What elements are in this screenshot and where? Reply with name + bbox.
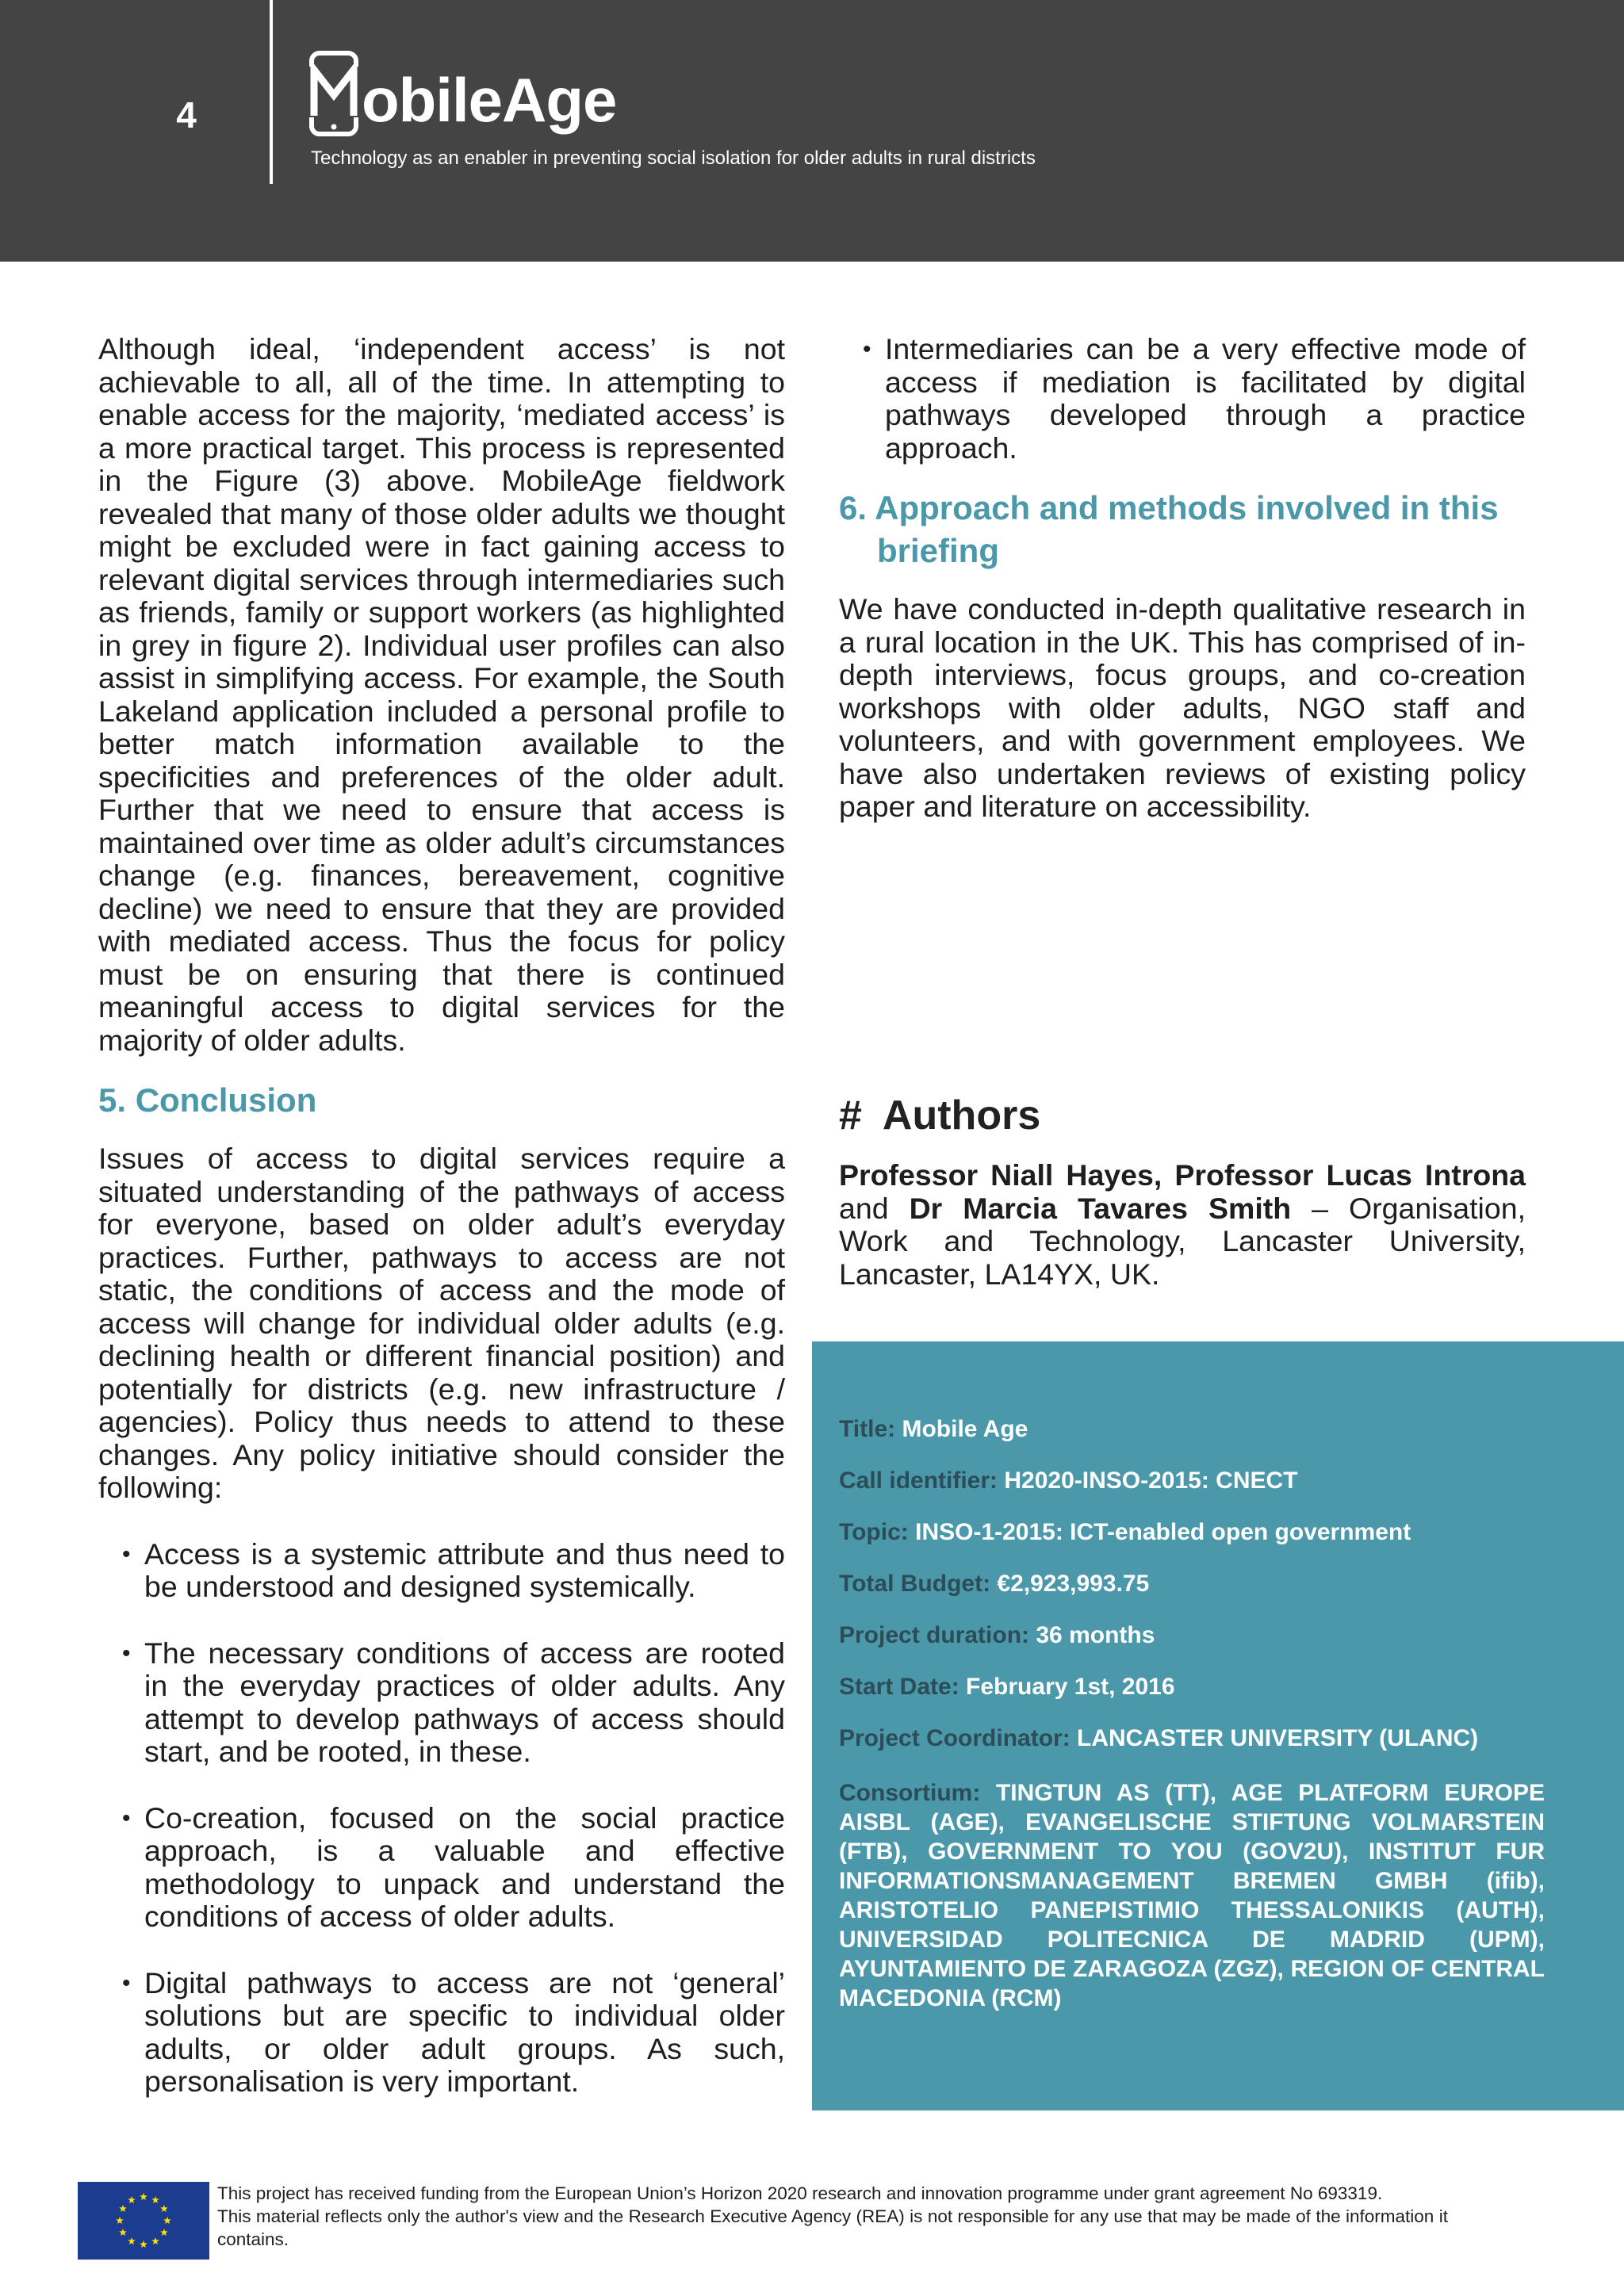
info-row [839, 1418, 1545, 1441]
funding-notice [217, 2182, 1448, 2251]
intro-paragraph: Although ideal, ‘independent access’ is not achievable to all, all of the time. In attempting to enable access for the majority, ‘mediated access’ is a more practical target. This process is represented in the Figure (3) above. MobileAge fieldwork revealed that many of those older adults we thought might be excluded were in fact gaining access to relevant digital services through intermediaries such as friends, family or support workers (as highlighted in grey in figure 2). Individual user profiles can also assist in simplifying access. For example, the South Lakeland application included a personal profile to better match information available to the specificities and preferences of the older adult. Further that we need to ensure that access is maintained over time as older adult’s circumstances change (e.g. finances, bereavement, cognitive decline) we need to ensure that they are provided with mediated access. Thus the focus for policy must be on ensuring that there is continued meaningful access to digital services for the majority of older adults. [98, 332, 785, 1057]
eu-star [140, 2241, 147, 2248]
eu-star [163, 2217, 171, 2224]
info-label: Call identifier: [839, 1468, 998, 1494]
eu-star [116, 2217, 124, 2224]
funding-line-1: This project has received funding from the European Union’s Horizon 2020 research and innovation programme under grant agreement No 693319. [217, 2183, 1383, 2203]
info-row [839, 1727, 1545, 1751]
conclusion-bullet-list [98, 1538, 785, 2099]
eu-star [160, 2229, 168, 2236]
author-name-secondary: Dr Marcia Tavares Smith [909, 1191, 1292, 1225]
approach-heading-line1: 6. Approach and methods involved in this [839, 489, 1499, 526]
page-number: 4 [176, 94, 197, 136]
right-column [839, 333, 1526, 1291]
mobileage-logo [309, 49, 616, 136]
eu-star [119, 2229, 127, 2236]
list-item: • The necessary conditions of access are rooted in the everyday practices of older adults. Any attempt to develop pathways of access should start, and be rooted, in these. [98, 1637, 785, 1769]
eu-star [119, 2205, 127, 2212]
eu-star [128, 2237, 136, 2244]
authors-affiliation: – Organisation, Work and Technology, Lancaster University, Lancaster, LA14YX, UK. [839, 1191, 1526, 1291]
info-value: H2020-INSO-2015: CNECT [1004, 1468, 1298, 1494]
header-divider [270, 0, 273, 184]
info-label: Project Coordinator: [839, 1725, 1071, 1751]
info-row [839, 1521, 1545, 1544]
approach-heading [839, 487, 1526, 572]
eu-star [140, 2193, 147, 2200]
info-row [839, 1572, 1545, 1596]
eu-star [151, 2237, 159, 2244]
consortium-row [839, 1778, 1545, 2013]
info-row [839, 1675, 1545, 1699]
left-column [98, 333, 785, 2132]
intermediaries-bullet-list [839, 333, 1526, 465]
info-value: INSO-1-2015: ICT-enabled open government [915, 1519, 1411, 1545]
project-info-box [812, 1341, 1624, 2110]
conclusion-heading: 5. Conclusion [98, 1081, 317, 1119]
info-value: February 1st, 2016 [966, 1674, 1175, 1700]
phone-m-icon [309, 51, 358, 136]
project-info-list [839, 1418, 1545, 2041]
list-item: • Digital pathways to access are not ‘general’ solutions but are specific to individual older adults, or older adult groups. As such, personalisation is very important. [98, 1967, 785, 2099]
authors-and: and [839, 1191, 889, 1225]
info-value: 36 months [1036, 1622, 1155, 1648]
info-value: €2,923,993.75 [997, 1571, 1150, 1597]
list-item: • Access is a systemic attribute and thus need to be understood and designed systemically. [98, 1538, 785, 1604]
page-header [0, 0, 1624, 262]
info-label: Start Date: [839, 1674, 959, 1700]
list-item: • Intermediaries can be a very effective mode of access if mediation is facilitated by digital pathways developed through a practice approach. [839, 333, 1526, 465]
info-value: LANCASTER UNIVERSITY (ULANC) [1077, 1725, 1479, 1751]
list-item: • Co-creation, focused on the social practice approach, is a valuable and effective methodology to unpack and understand the conditions of access of older adults. [98, 1802, 785, 1934]
authors-paragraph [839, 1159, 1526, 1291]
authors-heading-text: Authors [882, 1092, 1041, 1138]
header-tagline: Technology as an enabler in preventing social isolation for older adults in rural districts [311, 147, 1036, 169]
eu-flag [78, 2182, 209, 2260]
info-row [839, 1469, 1545, 1493]
author-names: Professor Niall Hayes, Professor Lucas Introna [839, 1158, 1526, 1192]
consortium-value: TINGTUN AS (TT), AGE PLATFORM EUROPE AISBL (AGE), EVANGELISCHE STIFTUNG VOLMARSTEIN (FTB), GOVERNMENT TO YOU (GOV2U), INSTITUT FUR INFORMATIONSMANAGEMENT BREMEN GMBH (ifib), ARISTOTELIO PANEPISTIMIO THESSALONIKIS (AUTH), UNIVERSIDAD POLITECNICA DE MADRID (UPM), AYUNTAMIENTO DE ZARAGOZA (ZGZ), REGION OF CENTRAL MACEDONIA (RCM) [839, 1780, 1545, 2011]
hash-symbol: # [839, 1092, 862, 1138]
approach-paragraph: We have conducted in-depth qualitative research in a rural location in the UK. This has comprised of in-depth interviews, focus groups, and co-creation workshops with older adults, NGO staff and volunteers, and with government employees. We have also undertaken reviews of existing policy paper and literature on accessibility. [839, 592, 1526, 823]
info-label: Total Budget: [839, 1571, 991, 1597]
eu-stars-icon [78, 2182, 209, 2260]
funding-line-2: This material reflects only the author's view and the Research Executive Agency (REA) is not responsible for any use that may be made of the information it contains. [217, 2206, 1448, 2249]
info-label: Project duration: [839, 1622, 1030, 1648]
info-label: Title: [839, 1416, 896, 1442]
conclusion-paragraph: Issues of access to digital services require a situated understanding of the pathways of access for everyone, based on older adult’s everyday practices. Further, pathways to access are not static, the conditions of access and the mode of access will change for individual older adults (e.g. declining health or different financial position) and potentially for districts (e.g. new infrastructure / agencies). Policy thus needs to attend to these changes. Any policy initiative should consider the following: [98, 1142, 785, 1504]
authors-heading [839, 1092, 1526, 1138]
eu-star [128, 2196, 136, 2203]
approach-heading-line2: briefing [877, 532, 999, 569]
eu-star [151, 2196, 159, 2203]
consortium-label: Consortium: [839, 1780, 981, 1806]
eu-star [160, 2205, 168, 2212]
info-label: Topic: [839, 1519, 909, 1545]
info-value: Mobile Age [902, 1416, 1028, 1442]
logo-wordmark: obileAge [362, 65, 617, 135]
info-row [839, 1624, 1545, 1647]
